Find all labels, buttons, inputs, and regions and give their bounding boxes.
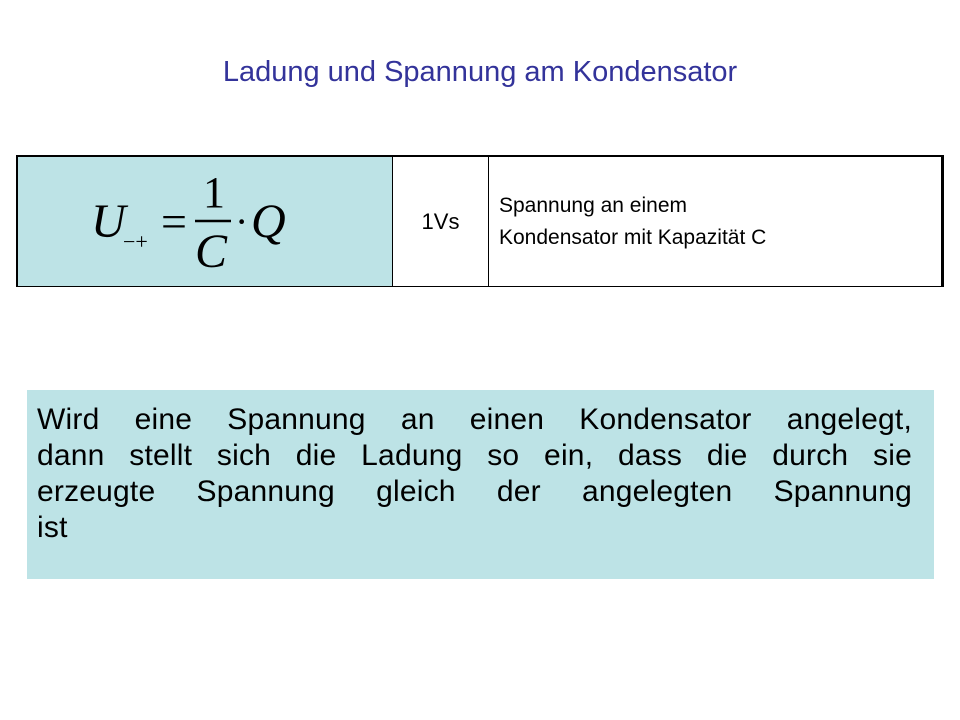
table-row	[17, 156, 943, 287]
unit-cell: 1Vs	[393, 156, 489, 287]
formula-charge-symbol: Q	[251, 194, 286, 248]
capacitor-voltage-formula	[85, 167, 325, 277]
info-box	[27, 390, 934, 579]
slide-title: Ladung und Spannung am Kondensator	[222, 56, 738, 88]
description-line: Kondensator mit Kapazität C	[499, 225, 767, 249]
description-line: Spannung an einem	[499, 193, 687, 217]
formula-table	[16, 155, 944, 287]
formula-equals: =	[161, 195, 187, 247]
formula-denominator: C	[195, 224, 228, 277]
info-line: erzeugte Spannung gleich der angelegten Spannung	[37, 475, 912, 508]
info-line: ist	[37, 511, 68, 544]
info-line: dann stellt sich die Ladung so ein, dass die durch sie	[37, 439, 912, 472]
info-line: Wird eine Spannung an einen Kondensator angelegt,	[37, 403, 912, 436]
formula-numerator: 1	[203, 167, 225, 217]
formula-cell	[17, 156, 393, 287]
formula-voltage-symbol: U	[91, 194, 126, 248]
formula-dot: ·	[235, 198, 249, 244]
formula-subscript: −+	[123, 228, 148, 254]
description-cell	[489, 156, 943, 287]
